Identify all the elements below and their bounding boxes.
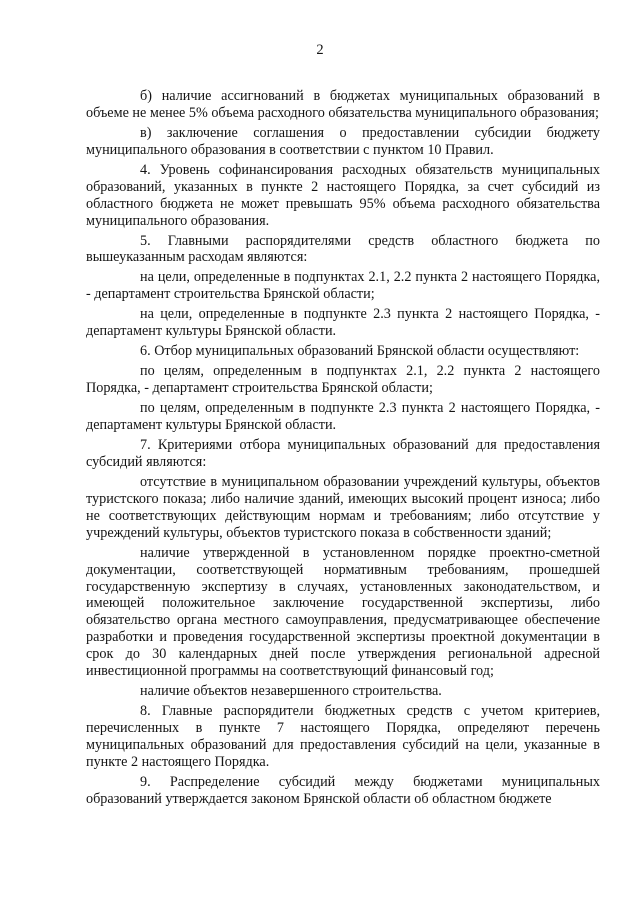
paragraph-9-subsidy-distribution: 9. Распределение субсидий между бюджетами муниципальных образований утверждается законом Брянской области об областном бюджете	[86, 773, 600, 807]
paragraph-7-criterion-absence-of-institutions: отсутствие в муниципальном образовании учреждений культуры, объектов туристского показа; либо наличие зданий, имеющих высокий процент износа; либо не соответствующих действующим нормам и требованиям; либо отсутствие у учреждений культуры, объектов туристского показа в собственности зданий;	[86, 473, 600, 541]
paragraph-7-criterion-unfinished-construction: наличие объектов незавершенного строительства.	[140, 683, 442, 700]
paragraph-5-culture-department: на цели, определенные в подпункте 2.3 пункта 2 настоящего Порядка, - департамент культуры Брянской области.	[86, 306, 600, 340]
document-body	[86, 88, 600, 808]
paragraph-5-construction-department: на цели, определенные в подпунктах 2.1, 2.2 пункта 2 настоящего Порядка, - департамент строительства Брянской области;	[86, 269, 600, 303]
paragraph-3c-subsidy-agreement: в) заключение соглашения о предоставлении субсидии бюджету муниципального образования в соответствии с пунктом 10 Правил.	[86, 124, 600, 158]
paragraph-4-cofinancing-level: 4. Уровень софинансирования расходных обязательств муниципальных образований, указанных в пункте 2 настоящего Порядка, за счет субсидий из областного бюджета не может превышать 95% объема расходного обязательства муниципального образования.	[86, 161, 600, 229]
paragraph-5-main-administrators: 5. Главными распорядителями средств областного бюджета по вышеуказанным расходам являются:	[86, 232, 600, 266]
paragraph-7-selection-criteria: 7. Критериями отбора муниципальных образований для предоставления субсидий являются:	[86, 437, 600, 470]
paragraph-7-criterion-project-documentation: наличие утвержденной в установленном порядке проектно-сметной документации, соответствующей нормативным требованиям, прошедшей государственную экспертизу в случаях, установленных законодательством, и имеющей положительное заключение государственной экспертизы, либо обязательство органа местного самоуправления, предусматривающее обеспечение разработки и проведения государственной экспертизы проектной документации в срок до 30 календарных дней после утверждения региональной адресной инвестиционной программы на соответствующий финансовый год;	[86, 544, 600, 680]
paragraph-8-list-determination: 8. Главные распорядители бюджетных средств с учетом критериев, перечисленных в пункте 7 настоящего Порядка, определяют перечень муниципальных образований для предоставления субсидий на цели, указанные в пункте 2 настоящего Порядка.	[86, 703, 600, 770]
page-number: 2	[316, 42, 324, 58]
paragraph-6-selection: 6. Отбор муниципальных образований Брянской области осуществляют:	[140, 343, 580, 360]
paragraph-3b-budget-allocations: б) наличие ассигнований в бюджетах муниципальных образований в объеме не менее 5% объема расходного обязательства муниципального образования;	[86, 88, 600, 121]
paragraph-6-construction-department: по целям, определенным в подпунктах 2.1, 2.2 пункта 2 настоящего Порядка, - департамент строительства Брянской области;	[86, 363, 600, 397]
paragraph-6-culture-department: по целям, определенным в подпункте 2.3 пункта 2 настоящего Порядка, - департамент культуры Брянской области.	[86, 400, 600, 434]
